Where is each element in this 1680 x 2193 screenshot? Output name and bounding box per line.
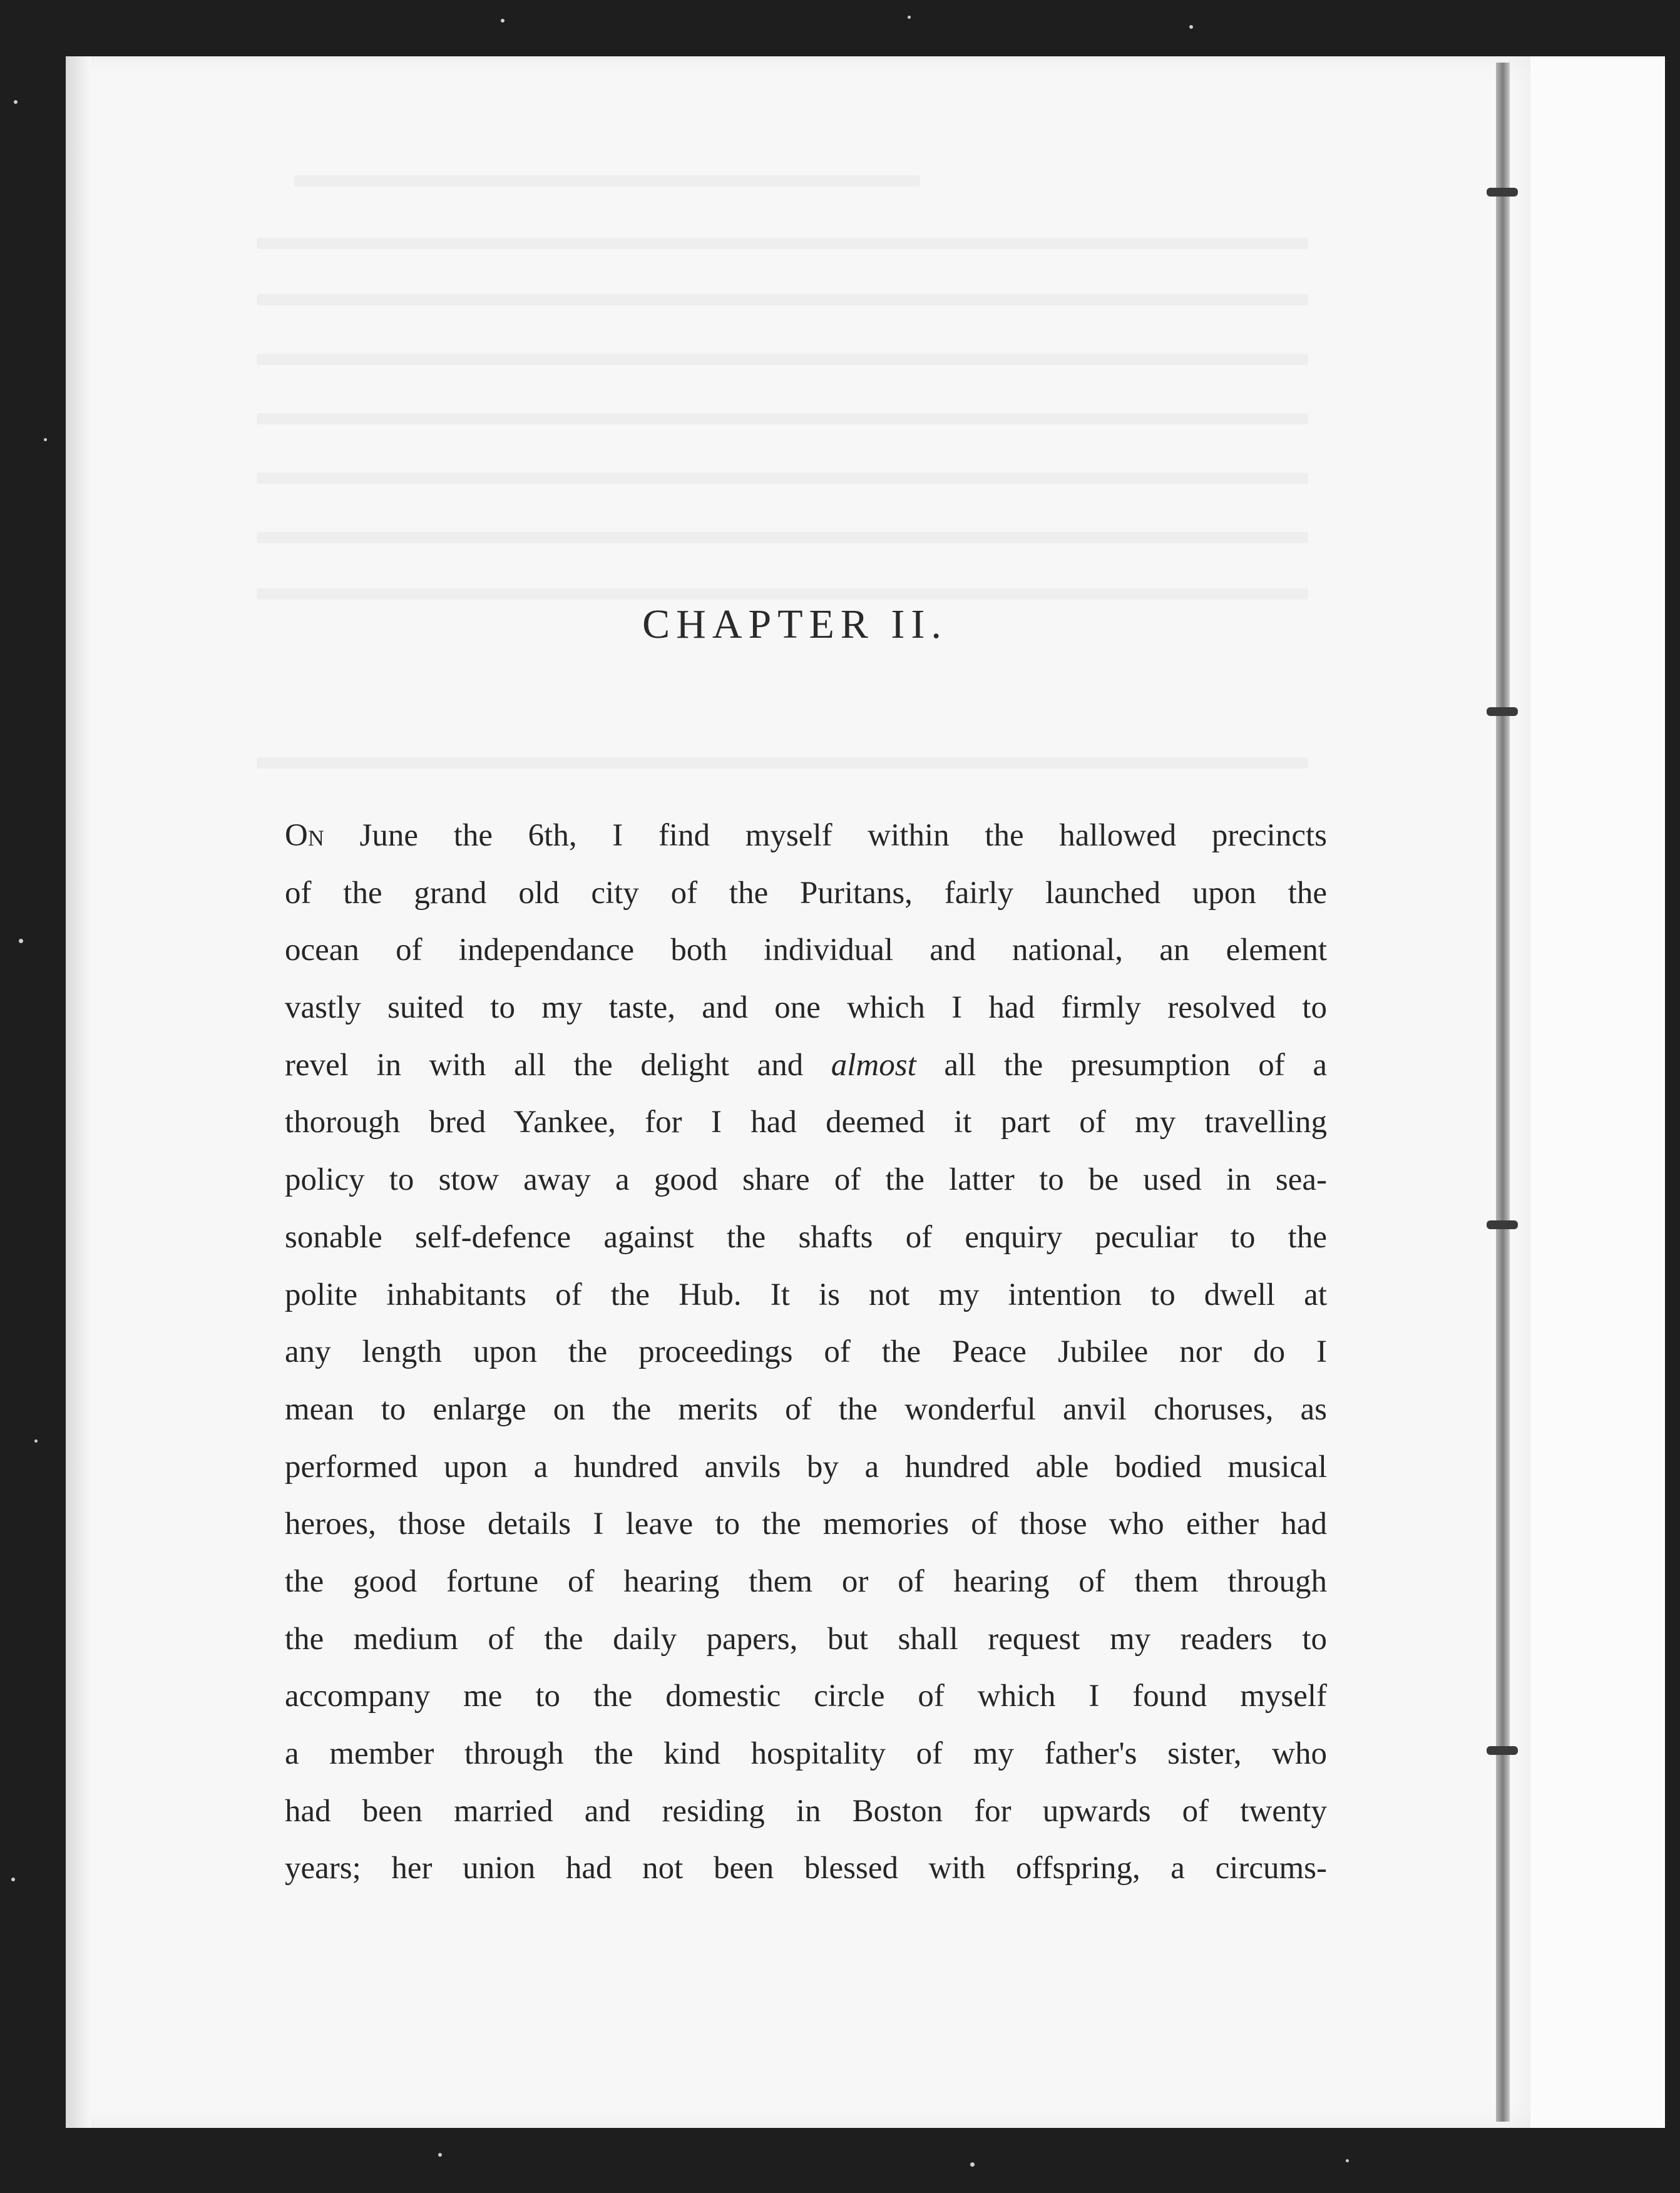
bleed-through-line [257, 294, 1308, 305]
text-line-content: all the presumption of a [916, 1047, 1327, 1083]
scan-speck [501, 19, 505, 23]
scan-speck [908, 16, 911, 19]
bleed-through-line [294, 175, 920, 187]
scan-speck [438, 2153, 442, 2157]
text-line: policy to stow away a good share of the latter to be used in sea- [285, 1162, 1327, 1198]
bleed-through-line [257, 532, 1308, 543]
text-line: sonable self-defence against the shafts of enquiry peculiar to the [285, 1219, 1327, 1255]
scan-speck [1189, 25, 1193, 29]
text-line [285, 807, 1327, 865]
scan-speck [34, 1439, 38, 1443]
facing-page-edge [1530, 56, 1665, 2128]
bleed-through-line [257, 588, 1308, 600]
bleed-through-line [257, 413, 1308, 424]
text-line: of the grand old city of the Puritans, fairly launched upon the [285, 875, 1327, 911]
text-line: heroes, those details I leave to the memories of those who either had [285, 1506, 1327, 1542]
scan-speck [970, 2162, 975, 2167]
text-line [285, 1037, 1327, 1095]
scan-speck [11, 1878, 15, 1881]
text-line: performed upon a hundred anvils by a hundred able bodied musical [285, 1449, 1327, 1485]
text-line: had been married and residing in Boston for upwards of twenty [285, 1793, 1327, 1829]
scan-speck [19, 939, 23, 943]
bleed-through-line [257, 354, 1308, 365]
bleed-through-line [257, 473, 1308, 484]
text-line: vastly suited to my taste, and one which I had firmly resolved to [285, 990, 1327, 1026]
italic-word: almost [831, 1047, 916, 1083]
scan-speck [44, 438, 47, 441]
binding-mark [1487, 1220, 1518, 1229]
bleed-through-line [257, 757, 1308, 769]
body-paragraph [285, 807, 1327, 1898]
opening-word: On [285, 818, 324, 853]
text-line-content: June the 6th, I find myself within the hallowed precincts [324, 818, 1327, 853]
chapter-heading: CHAPTER II. [642, 601, 948, 647]
text-line: the medium of the daily papers, but shall request my readers to [285, 1621, 1327, 1657]
scan-speck [1346, 2159, 1349, 2162]
text-line: polite inhabitants of the Hub. It is not my intention to dwell at [285, 1277, 1327, 1312]
text-line: years; her union had not been blessed with offspring, a circums- [285, 1851, 1327, 1886]
scan-speck [14, 100, 18, 104]
text-line: the good fortune of hearing them or of hearing of them through [285, 1563, 1327, 1599]
bleed-through-line [257, 238, 1308, 249]
text-line: any length upon the proceedings of the Peace Jubilee nor do I [285, 1334, 1327, 1370]
text-line: mean to enlarge on the merits of the wonderful anvil choruses, as [285, 1391, 1327, 1427]
text-line: accompany me to the domestic circle of which I found myself [285, 1679, 1327, 1714]
text-line: ocean of independance both individual and national, an element [285, 933, 1327, 968]
text-line: thorough bred Yankee, for I had deemed it part of my travelling [285, 1105, 1327, 1140]
text-line-content: revel in with all the delight and [285, 1047, 831, 1083]
binding-mark [1487, 188, 1518, 197]
page-gutter-shadow [66, 56, 91, 2128]
binding-mark [1487, 1746, 1518, 1755]
page-binding [1496, 63, 1510, 2122]
binding-mark [1487, 707, 1518, 716]
text-line: a member through the kind hospitality of my father's sister, who [285, 1736, 1327, 1771]
